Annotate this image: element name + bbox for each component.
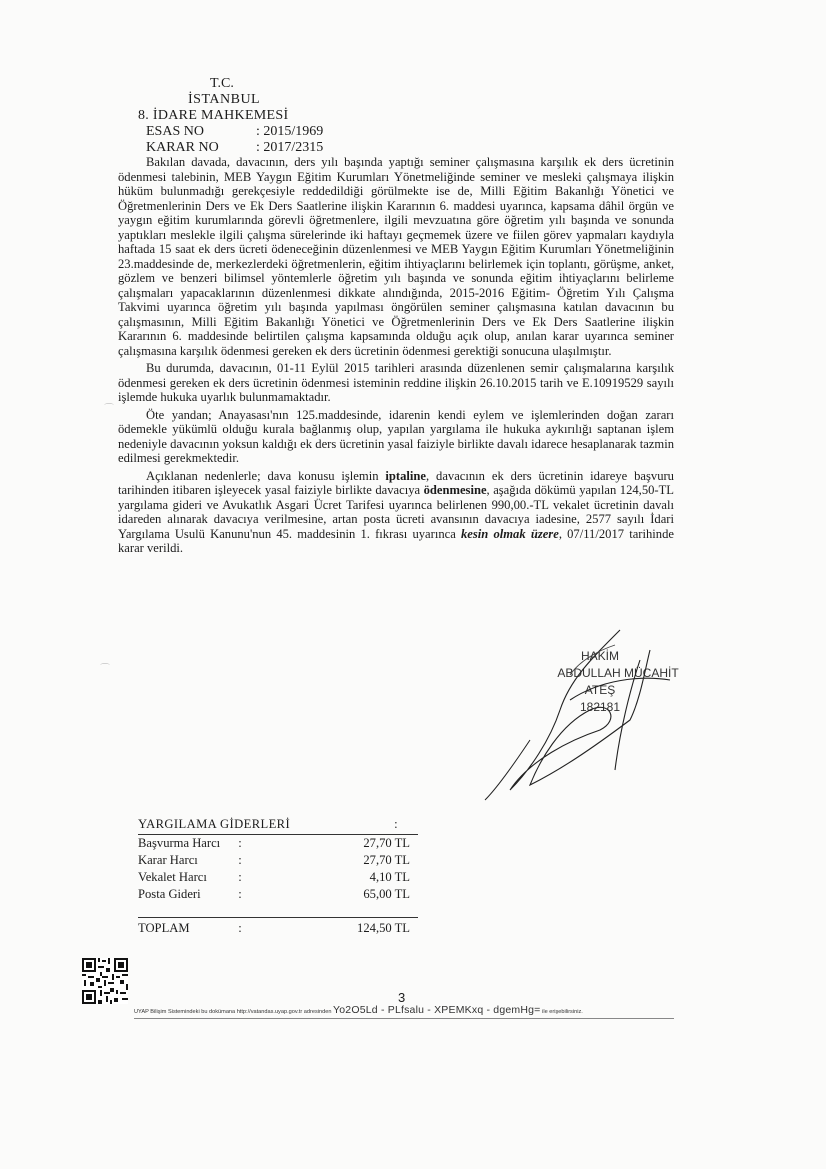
p4-text-c: , davacının ek ders ücretinin idareye başvuru tarihinden itibaren işleyecek yasal faiziyle birlikte davacıya [118,468,674,497]
paragraph-3: Öte yandan; Anayasası'nın 125.maddesinde, idarenin kendi eylem ve işlemlerinden doğan zararı ödemekle yükümlü olduğu kurala bağlanmış olup, yapılan yargılama ile hukuka aykırılığı saptanan işlem nedeniyle davacının yoksun kaldığı ek ders ücretinin yasal faiziyle birlikte davalı idarece hesaplanarak tazmin edilmesi gerekmektedir. [118,407,674,465]
judge-number: 182181 [579,700,621,714]
decision-body [118,155,674,556]
cost-total-colon: : [238,921,242,935]
cost-label: Karar Harcı [138,853,198,867]
p4-text-g: , 07/11/2017 tarihinde karar verildi. [118,526,674,555]
p4-odenmesine: ödenmesine [423,483,487,497]
scan-speck: ⌒ [100,664,110,675]
cost-item [138,886,418,903]
esas-row [118,124,323,140]
footer-code: Yo2O5Ld - PLfsalu - XPEMKxq - dgemHg= [333,1004,541,1016]
esas-value: : 2015/1969 [256,124,324,139]
judge-surname: ATEŞ [584,683,616,697]
costs-title-colon: : [394,817,398,831]
cost-colon: : [238,887,242,901]
qr-code-icon [82,958,128,1004]
cost-amount: 27,70 TL [363,853,410,867]
p4-text-e: , aşağıda dökümü yapılan 124,50-TL yargılama gideri ve Avukatlık Asgari Ücret Tarifesi uyarınca belirlenen 990,00.-TL vekalet ücretinin davalı idareden alınarak davacıya verilmesine, artan posta ücreti avansının davacıya iadesine, 2577 sayılı İdari Yargılama Usulü Kanunu'nun 45. maddesinin 1. fıkrası uyarınca [118,483,674,541]
p4-iptaline: iptaline [385,468,426,483]
costs-title-row [138,816,418,835]
p4-text-a: Açıklanan nedenlerle; dava konusu işlemin [146,468,386,483]
city-label: İSTANBUL [188,92,261,107]
cost-total-amount: 124,50 TL [357,921,410,935]
footer-suffix: ile erişebilirsiniz. [542,1009,583,1015]
cost-total-label: TOPLAM [138,921,190,935]
tc-label: T.C. [210,76,234,91]
paragraph-2: Bu durumda, davacının, 01-11 Eylül 2015 tarihleri arasında düzenlenen semir çalışmalarına karşılık ödenmesi gereken ek ders ücretinin ödenmesi isteminin reddine ilişkin 26.10.2015 tarih ve E.10919529 sayılı işlemde hukuka uyarlık bulunmamaktadır. [118,361,674,404]
cost-label: Vekalet Harcı [138,870,207,884]
karar-value: : 2017/2315 [256,140,324,155]
cost-colon: : [238,870,242,884]
paragraph-1: Bakılan davada, davacının, ders yılı başında yaptığı seminer çalışmasına karşılık ek ders ücretinin ödenmesi talebinin, MEB Yaygın Eğitim Kurumları Yönetmeliğinde seminer ve mesleki çalışmaya ilişkin hüküm bulunmadığı gerekçesiyle reddedildiği görülmekte ise de, Milli Eğitim Bakanlığı Yönetici ve Öğretmenlerinin Ders ve Ek Ders Saatlerine ilişkin Kararının 6. maddesi uyarınca, kapsama dâhil örgün ve yaygın eğitim kurumlarında görevli öğretmenlere, ilgili mevzuatına göre öğretim yılı başında ve sonunda yaptıkları meslekle ilgili çalışma sürelerinde iki haftayı geçmemek üzere ve fiilen görev yapmaları kaydıyla haftada 15 saat ek ders ücreti ödeneceğinin düzenlenmesi ve MEB Yaygın Eğitim Kurumları Yönetmeliğinin 23.maddesinde de, merkezlerdeki öğretmenlerin, eğitim ihtiyaçlarını belirlemek için toplantı, görüşme, anket, gözlem ve benzeri bilimsel yöntemlerle öğretim yılı başında ve sonunda eğitim ihtiyaçlarını belirleme çalışmaları yapacaklarının düzenlenmesi dikkate alındığında, 2015-2016 Eğitim- Öğretim Yılı Çalışma Takvimi uyarınca öğretim yılı başında yapılması öngörülen seminer çalışmasına katılan davacının bu çalışmasının, Milli Eğitim Bakanlığı Yönetici ve Öğretmenlerinin Ders ve Ek Ders Saatlerine ilişkin Kararının 6. maddesinde belirtilen çalışma kapsamında olduğu açık olup, anılan karar uyarınca seminer çalışmasına karşılık ödenmesi gereken ek ders ücretinin ödenmesi gerektiği sonucuna ulaşılmıştır. [118,155,674,358]
footer-text: UYAP Bilişim Sistemindeki bu dokümana http://vatandas.uyap.gov.tr adresinden [134,1009,332,1015]
costs-table [138,816,418,937]
signature-scribble [470,620,700,810]
karar-label: KARAR NO [146,140,219,155]
court-name: 8. İDARE MAHKEMESİ [138,108,289,123]
cost-amount: 27,70 TL [363,836,410,850]
cost-item [138,852,418,869]
cost-total-row [138,917,418,937]
judge-name: ABDULLAH MÜCAHİT [557,666,679,680]
cost-colon: : [238,836,242,850]
cost-label: Posta Gideri [138,887,201,901]
paragraph-4 [118,469,674,556]
p4-kesin-olmak-uzere: kesin olmak üzere [460,526,559,541]
judge-title: HAKİM [580,649,619,663]
uyap-footer [134,1004,674,1019]
esas-label: ESAS NO [146,124,204,139]
cost-label: Başvurma Harcı [138,836,221,850]
scan-speck: ⌒ [104,404,114,415]
cost-item [138,869,418,886]
cost-item [138,835,418,852]
cost-amount: 65,00 TL [363,887,410,901]
costs-title: YARGILAMA GİDERLERİ [138,817,291,831]
cost-amount: 4,10 TL [369,870,410,884]
page-number: 3 [398,990,406,1005]
document-header [118,76,323,156]
karar-row [118,140,323,156]
cost-colon: : [238,853,242,867]
